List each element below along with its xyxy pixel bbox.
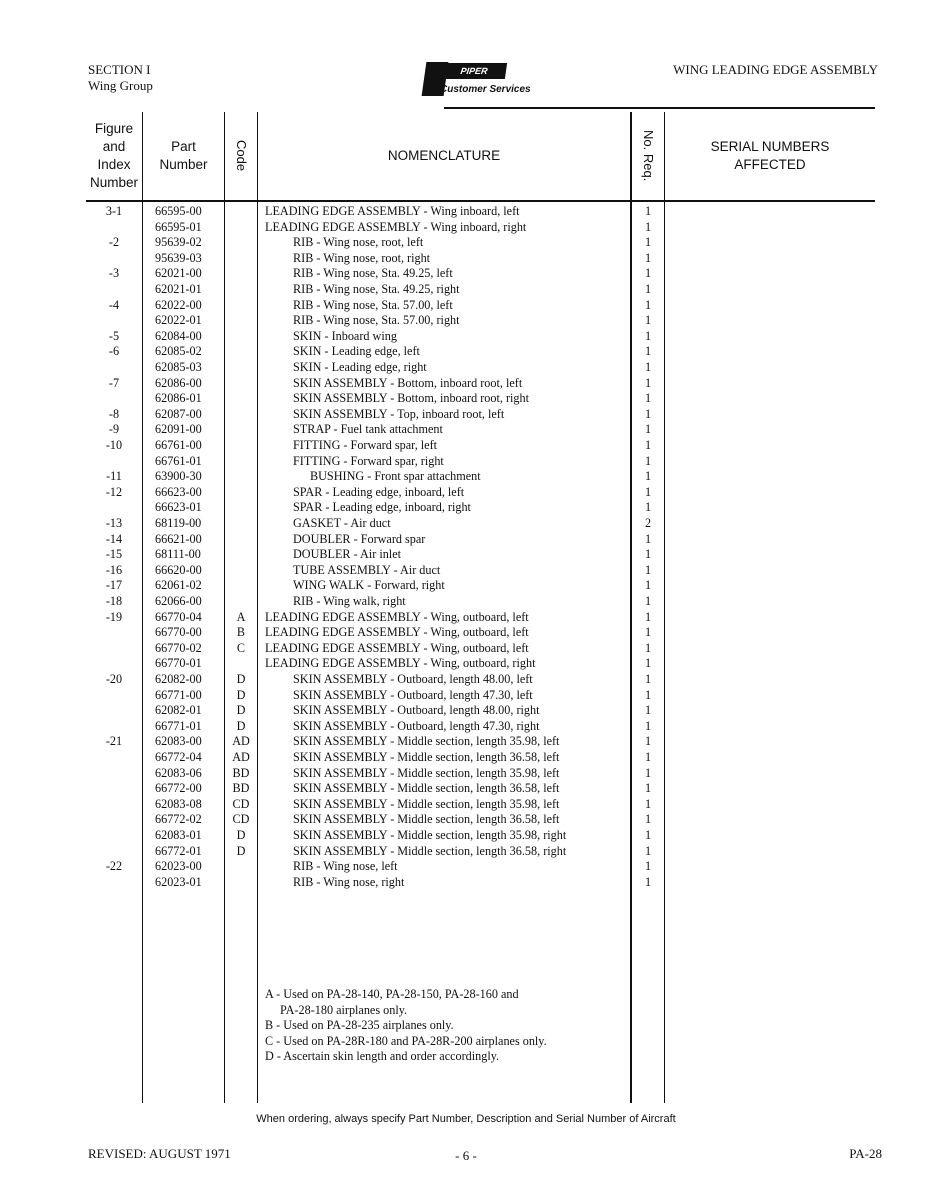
part-number-cell: 66770-00 (155, 625, 202, 640)
figure-index-cell: -2 (108, 235, 120, 250)
table-row (0, 563, 932, 579)
nomenclature-cell: SKIN ASSEMBLY - Middle section, length 35.98, left (293, 734, 560, 749)
section-header (88, 62, 153, 94)
code-cell: D (236, 843, 246, 858)
nomenclature-cell: BUSHING - Front spar attachment (310, 469, 481, 484)
quantity-cell: 1 (644, 235, 652, 250)
table-row (0, 797, 932, 813)
nomenclature-cell: SKIN ASSEMBLY - Middle section, length 36.58, left (293, 781, 560, 796)
quantity-cell: 1 (644, 360, 652, 374)
figure-index-cell: -12 (105, 484, 123, 499)
table-row (0, 454, 932, 470)
quantity-cell: 1 (644, 843, 652, 858)
table-row (0, 828, 932, 844)
table-row (0, 625, 932, 641)
quantity-cell: 1 (644, 703, 652, 718)
nomenclature-cell: RIB - Wing nose, right (293, 874, 405, 889)
part-number-cell: 66621-00 (155, 531, 202, 546)
quantity-cell: 1 (644, 438, 652, 452)
figure-index-cell: -4 (108, 297, 120, 312)
quantity-cell: 1 (644, 640, 652, 655)
table-row (0, 594, 932, 610)
table-row (0, 329, 932, 345)
nomenclature-cell: SKIN ASSEMBLY - Middle section, length 36.58, left (293, 812, 560, 827)
part-number-cell: 66772-02 (155, 812, 202, 827)
figure-index-cell: -15 (105, 547, 123, 562)
note-a: A - Used on PA-28-140, PA-28-150, PA-28-160 and (265, 987, 519, 1001)
table-row (0, 485, 932, 501)
figure-index-cell: -20 (105, 672, 123, 686)
quantity-cell: 1 (644, 765, 652, 780)
table-row (0, 360, 932, 376)
nomenclature-cell: SKIN ASSEMBLY - Middle section, length 36.58, right (293, 843, 567, 858)
nomenclature-cell: RIB - Wing nose, left (293, 859, 398, 874)
part-number-cell: 66623-01 (155, 500, 202, 515)
table-row (0, 750, 932, 766)
nomenclature-cell: LEADING EDGE ASSEMBLY - Wing, outboard, left (265, 640, 529, 655)
ordering-note: When ordering, always specify Part Number, Description and Serial Number of Aircraft (256, 1113, 676, 1125)
part-number-cell: 62085-03 (155, 360, 202, 374)
part-number-cell: 66772-04 (155, 750, 202, 764)
part-number-cell: 62021-00 (155, 266, 202, 281)
part-number-cell: 62086-00 (155, 375, 202, 390)
part-number-cell: 62022-01 (155, 313, 202, 328)
quantity-cell: 1 (644, 594, 652, 608)
quantity-cell: 1 (644, 469, 652, 484)
quantity-cell: 1 (644, 375, 652, 390)
part-number-cell: 66761-01 (155, 453, 202, 468)
nomenclature-cell: SKIN ASSEMBLY - Middle section, length 35.98, left (293, 796, 560, 811)
nomenclature-cell: RIB - Wing nose, root, right (293, 250, 431, 265)
quantity-cell: 1 (644, 250, 652, 265)
figure-index-cell: -17 (105, 578, 123, 593)
col-header-part-line: Part (171, 139, 196, 154)
quantity-cell: 1 (644, 625, 652, 640)
part-number-cell: 62023-00 (155, 859, 202, 874)
quantity-cell: 1 (644, 687, 652, 702)
col-header-figure-line: Figure (94, 121, 134, 136)
table-row (0, 688, 932, 704)
nomenclature-cell: LEADING EDGE ASSEMBLY - Wing inboard, right (265, 219, 527, 234)
table-row (0, 298, 932, 314)
figure-index-cell: -14 (105, 531, 123, 546)
col-header-part-line: Number (159, 157, 208, 172)
nomenclature-cell: LEADING EDGE ASSEMBLY - Wing, outboard, left (265, 625, 529, 640)
figure-index-cell: -7 (108, 375, 120, 390)
table-row (0, 407, 932, 423)
piper-logo (420, 60, 550, 100)
col-header-serial-line: AFFECTED (734, 157, 806, 172)
table-row (0, 438, 932, 454)
header-rule (444, 107, 875, 109)
quantity-cell: 1 (644, 578, 652, 593)
figure-index-cell: -13 (105, 516, 123, 530)
nomenclature-cell: SPAR - Leading edge, inboard, right (293, 500, 471, 515)
nomenclature-cell: RIB - Wing nose, Sta. 49.25, left (293, 266, 453, 281)
nomenclature-cell: FITTING - Forward spar, right (293, 453, 444, 468)
code-cell: D (236, 718, 246, 733)
table-row (0, 204, 932, 220)
figure-index-cell: -18 (105, 594, 123, 608)
table-row (0, 547, 932, 563)
part-number-cell: 62083-00 (155, 734, 202, 749)
code-cell: D (236, 672, 246, 686)
nomenclature-cell: SKIN ASSEMBLY - Middle section, length 35.98, left (293, 765, 560, 780)
part-number-cell: 95639-02 (155, 235, 202, 250)
code-cell: AD (232, 734, 250, 749)
quantity-cell: 1 (644, 609, 652, 624)
quantity-cell: 1 (644, 672, 652, 686)
table-row (0, 875, 932, 891)
table-row (0, 672, 932, 688)
figure-index-cell: -19 (105, 609, 123, 624)
quantity-cell: 1 (644, 796, 652, 811)
code-cell: AD (232, 750, 250, 764)
code-cell: C (236, 640, 246, 655)
quantity-cell: 1 (644, 266, 652, 281)
quantity-cell: 1 (644, 500, 652, 515)
figure-index-cell: -6 (108, 344, 120, 359)
nomenclature-cell: RIB - Wing walk, right (293, 594, 406, 608)
nomenclature-cell: SKIN ASSEMBLY - Outboard, length 48.00, right (293, 703, 540, 718)
part-number-cell: 62086-01 (155, 391, 202, 406)
quantity-cell: 1 (644, 422, 652, 437)
quantity-cell: 1 (644, 562, 652, 577)
group-label: Wing Group (88, 78, 153, 93)
quantity-cell: 1 (644, 391, 652, 406)
figure-index-cell: -22 (105, 859, 123, 874)
part-number-cell: 66772-00 (155, 781, 202, 796)
nomenclature-cell: SPAR - Leading edge, inboard, left (293, 484, 465, 499)
quantity-cell: 1 (644, 812, 652, 827)
table-row (0, 781, 932, 797)
nomenclature-cell: SKIN - Leading edge, left (293, 344, 420, 359)
table-row (0, 703, 932, 719)
quantity-cell: 1 (644, 874, 652, 889)
note-d: D - Ascertain skin length and order accordingly. (265, 1049, 500, 1064)
logo-subtitle: Customer Services (440, 84, 531, 95)
quantity-cell: 1 (644, 828, 652, 842)
part-number-cell: 66623-00 (155, 484, 202, 499)
figure-index-cell: -3 (108, 266, 120, 281)
part-number-cell: 62022-00 (155, 297, 202, 312)
part-number-cell: 62085-02 (155, 344, 202, 359)
quantity-cell: 1 (644, 781, 652, 796)
quantity-cell: 1 (644, 282, 652, 296)
quantity-cell: 2 (644, 516, 652, 530)
quantity-cell: 1 (644, 219, 652, 234)
nomenclature-cell: RIB - Wing nose, Sta. 49.25, right (293, 282, 460, 296)
note-c: C - Used on PA-28R-180 and PA-28R-200 airplanes only. (265, 1033, 547, 1048)
part-number-cell: 62084-00 (155, 328, 202, 343)
part-number-cell: 62083-06 (155, 765, 202, 780)
table-row (0, 859, 932, 875)
quantity-cell: 1 (644, 718, 652, 733)
code-cell: D (236, 687, 246, 702)
table-row (0, 376, 932, 392)
nomenclature-cell: SKIN ASSEMBLY - Outboard, length 47.30, right (293, 718, 540, 733)
nomenclature-cell: SKIN ASSEMBLY - Middle section, length 35.98, right (293, 828, 567, 842)
table-row (0, 266, 932, 282)
quantity-cell: 1 (644, 344, 652, 359)
col-header-figure-line: and (102, 139, 126, 154)
part-number-cell: 66771-01 (155, 718, 202, 733)
table-row (0, 844, 932, 860)
nomenclature-cell: SKIN ASSEMBLY - Middle section, length 36.58, left (293, 750, 560, 764)
quantity-cell: 1 (644, 313, 652, 328)
figure-index-cell: -10 (105, 438, 123, 452)
part-number-cell: 66620-00 (155, 562, 202, 577)
revision-date: REVISED: AUGUST 1971 (88, 1146, 231, 1161)
section-label: SECTION I (88, 62, 151, 77)
nomenclature-cell: RIB - Wing nose, Sta. 57.00, right (293, 313, 460, 328)
table-row (0, 656, 932, 672)
part-number-cell: 62087-00 (155, 406, 202, 421)
quantity-cell: 1 (644, 734, 652, 749)
table-row (0, 532, 932, 548)
part-number-cell: 62083-08 (155, 796, 202, 811)
page-title: WING LEADING EDGE ASSEMBLY (673, 62, 878, 77)
nomenclature-cell: RIB - Wing nose, root, left (293, 235, 424, 250)
figure-index-cell: 3-1 (105, 204, 123, 218)
table-row (0, 251, 932, 267)
nomenclature-cell: TUBE ASSEMBLY - Air duct (293, 562, 441, 577)
part-number-cell: 62082-00 (155, 672, 202, 686)
table-row (0, 469, 932, 485)
nomenclature-cell: SKIN ASSEMBLY - Bottom, inboard root, left (293, 375, 523, 390)
nomenclature-cell: SKIN ASSEMBLY - Top, inboard root, left (293, 406, 505, 421)
code-cell: CD (232, 812, 250, 827)
nomenclature-cell: SKIN ASSEMBLY - Outboard, length 47.30, left (293, 687, 533, 702)
table-row (0, 220, 932, 236)
col-header-figure (86, 112, 142, 200)
nomenclature-cell: DOUBLER - Forward spar (293, 531, 426, 546)
nomenclature-cell: SKIN - Inboard wing (293, 328, 397, 343)
code-cell: B (236, 625, 246, 640)
table-row (0, 391, 932, 407)
table-row (0, 766, 932, 782)
quantity-cell: 1 (644, 750, 652, 764)
col-header-figure-line: Index (97, 157, 131, 172)
nomenclature-cell: GASKET - Air duct (293, 516, 391, 530)
part-number-cell: 62021-01 (155, 282, 202, 296)
table-row (0, 344, 932, 360)
note-b: B - Used on PA-28-235 airplanes only. (265, 1018, 454, 1033)
col-header-serial (665, 112, 875, 200)
table-header-rule (86, 200, 875, 202)
col-header-figure-line: Number (89, 175, 138, 190)
quantity-cell: 1 (644, 453, 652, 468)
part-number-cell: 62066-00 (155, 594, 202, 608)
figure-index-cell: -5 (108, 328, 120, 343)
nomenclature-cell: FITTING - Forward spar, left (293, 438, 438, 452)
part-number-cell: 66772-01 (155, 843, 202, 858)
col-header-serial-line: SERIAL NUMBERS (710, 139, 830, 154)
page-number: - 6 - (455, 1148, 477, 1163)
table-row (0, 235, 932, 251)
table-row (0, 500, 932, 516)
table-row (0, 610, 932, 626)
code-cell: BD (232, 765, 250, 780)
part-number-cell: 95639-03 (155, 250, 202, 265)
nomenclature-cell: DOUBLER - Air inlet (293, 547, 401, 562)
part-number-cell: 66771-00 (155, 687, 202, 702)
code-cell: CD (232, 796, 250, 811)
quantity-cell: 1 (644, 328, 652, 343)
note-a-continued: PA-28-180 airplanes only. (280, 1002, 408, 1017)
quantity-cell: 1 (644, 406, 652, 421)
quantity-cell: 1 (644, 531, 652, 546)
table-row (0, 641, 932, 657)
code-cell: BD (232, 781, 250, 796)
part-number-cell: 62083-01 (155, 828, 202, 842)
part-number-cell: 68119-00 (155, 516, 202, 530)
quantity-cell: 1 (644, 547, 652, 562)
col-header-nomenclature: NOMENCLATURE (387, 148, 501, 163)
code-cell: D (236, 703, 246, 718)
figure-index-cell: -8 (108, 406, 120, 421)
part-number-cell: 66770-04 (155, 609, 202, 624)
table-row (0, 578, 932, 594)
part-number-cell: 66770-01 (155, 656, 202, 671)
figure-index-cell: -11 (106, 469, 122, 484)
nomenclature-cell: SKIN - Leading edge, right (293, 360, 427, 374)
part-number-cell: 63900-30 (155, 469, 202, 484)
col-header-req: No. Req. (641, 130, 656, 182)
quantity-cell: 1 (644, 656, 652, 671)
figure-index-cell: -16 (105, 562, 123, 577)
table-row (0, 422, 932, 438)
nomenclature-cell: SKIN ASSEMBLY - Bottom, inboard root, right (293, 391, 529, 406)
nomenclature-cell: LEADING EDGE ASSEMBLY - Wing inboard, left (265, 204, 520, 218)
table-row (0, 282, 932, 298)
table-row (0, 734, 932, 750)
table-row (0, 812, 932, 828)
part-number-cell: 66595-01 (155, 219, 202, 234)
part-number-cell: 66595-00 (155, 204, 202, 218)
code-cell: D (236, 828, 246, 842)
figure-index-cell: -9 (108, 422, 120, 437)
quantity-cell: 1 (644, 484, 652, 499)
code-cell: A (236, 609, 246, 624)
nomenclature-cell: STRAP - Fuel tank attachment (293, 422, 443, 437)
figure-index-cell: -21 (105, 734, 123, 749)
nomenclature-cell: SKIN ASSEMBLY - Outboard, length 48.00, left (293, 672, 533, 686)
quantity-cell: 1 (644, 204, 652, 218)
part-number-cell: 62023-01 (155, 874, 202, 889)
part-number-cell: 66770-02 (155, 640, 202, 655)
logo-text: PIPER (441, 63, 507, 79)
model-label: PA-28 (849, 1146, 882, 1161)
nomenclature-cell: WING WALK - Forward, right (293, 578, 445, 593)
part-number-cell: 62082-01 (155, 703, 202, 718)
part-number-cell: 62061-02 (155, 578, 202, 593)
nomenclature-cell: LEADING EDGE ASSEMBLY - Wing, outboard, left (265, 609, 529, 624)
table-row (0, 313, 932, 329)
nomenclature-cell: LEADING EDGE ASSEMBLY - Wing, outboard, right (265, 656, 536, 671)
table-row (0, 516, 932, 532)
part-number-cell: 62091-00 (155, 422, 202, 437)
part-number-cell: 68111-00 (155, 547, 201, 562)
col-header-part (142, 112, 225, 200)
col-header-code: Code (234, 140, 249, 172)
part-number-cell: 66761-00 (155, 438, 202, 452)
table-row (0, 719, 932, 735)
nomenclature-cell: RIB - Wing nose, Sta. 57.00, left (293, 297, 453, 312)
code-notes (265, 987, 547, 1065)
quantity-cell: 1 (644, 859, 652, 874)
quantity-cell: 1 (644, 297, 652, 312)
